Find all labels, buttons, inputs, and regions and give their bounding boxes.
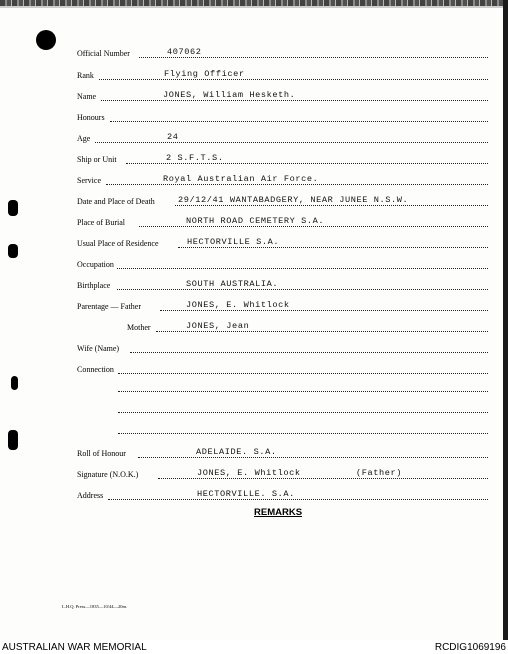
connection-line xyxy=(118,381,488,392)
burial-row xyxy=(0,215,508,231)
burial-label: Place of Burial xyxy=(77,218,125,227)
signature-label: Signature (N.O.K.) xyxy=(77,470,139,479)
death-label: Date and Place of Death xyxy=(77,197,155,206)
service-label: Service xyxy=(77,176,101,185)
dotted-line xyxy=(95,132,488,143)
scan-top-shadow xyxy=(0,6,508,8)
dotted-line xyxy=(117,258,488,269)
unit-row xyxy=(0,152,508,168)
footer-record-id: RCDIG1069196 xyxy=(434,642,506,653)
connection-line xyxy=(118,423,488,434)
rank-value: Flying Officer xyxy=(164,69,245,79)
address-value: HECTORVILLE. S.A. xyxy=(197,489,295,499)
roll-of-honour-label: Roll of Honour xyxy=(77,449,126,458)
residence-row xyxy=(0,236,508,252)
father-value: JONES, E. Whitlock xyxy=(186,300,290,310)
signature-relation: (Father) xyxy=(356,468,403,478)
print-line: L.H.Q. Press—1835—10/44—20m. xyxy=(62,604,128,609)
signature-value: JONES, E. Whitlock xyxy=(197,468,301,478)
honours-label: Honours xyxy=(77,113,105,122)
residence-value: HECTORVILLE S.A. xyxy=(187,237,280,247)
occupation-row xyxy=(0,257,508,273)
connection-row xyxy=(0,362,508,378)
death-value: 29/12/41 WANTABADGERY, NEAR JUNEE N.S.W. xyxy=(178,195,409,205)
signature-row xyxy=(0,467,508,483)
dotted-line xyxy=(130,342,488,353)
service-value: Royal Australian Air Force. xyxy=(163,174,319,184)
rank-row xyxy=(0,68,508,84)
mother-label: Mother xyxy=(127,323,151,332)
roll-of-honour-value: ADELAIDE. S.A. xyxy=(196,447,277,457)
mother-value: JONES, Jean xyxy=(186,321,250,331)
age-row xyxy=(0,131,508,147)
father-row xyxy=(0,299,508,315)
address-label: Address xyxy=(77,491,104,500)
wife-label: Wife (Name) xyxy=(77,344,120,353)
roll-of-honour-row xyxy=(0,446,508,462)
dotted-line xyxy=(99,69,488,80)
archive-footer xyxy=(0,640,508,654)
wife-row xyxy=(0,341,508,357)
unit-label: Ship or Unit xyxy=(77,155,117,164)
birthplace-row xyxy=(0,278,508,294)
official-number-label: Official Number xyxy=(77,49,130,58)
dotted-line xyxy=(110,111,488,122)
footer-source: AUSTRALIAN WAR MEMORIAL xyxy=(2,642,147,653)
service-row xyxy=(0,173,508,189)
honours-row xyxy=(0,110,508,126)
death-row xyxy=(0,194,508,210)
age-value: 24 xyxy=(167,132,179,142)
dotted-line xyxy=(118,363,488,374)
birthplace-label: Birthplace xyxy=(77,281,111,290)
mother-row xyxy=(0,320,508,336)
binding-mark xyxy=(11,376,18,390)
name-label: Name xyxy=(77,92,97,101)
official-number-value: 407062 xyxy=(167,47,202,57)
occupation-label: Occupation xyxy=(77,260,114,269)
age-label: Age xyxy=(77,134,91,143)
residence-label: Usual Place of Residence xyxy=(77,239,159,248)
address-row xyxy=(0,488,508,504)
dotted-line xyxy=(117,279,488,290)
father-label: Parentage — Father xyxy=(77,302,141,311)
unit-value: 2 S.F.T.S. xyxy=(166,153,224,163)
burial-value: NORTH ROAD CEMETERY S.A. xyxy=(186,216,325,226)
connection-line xyxy=(118,402,488,413)
birthplace-value: SOUTH AUSTRALIA. xyxy=(186,279,279,289)
dotted-line xyxy=(108,489,488,500)
connection-label: Connection xyxy=(77,365,114,374)
name-row xyxy=(0,89,508,105)
dotted-line xyxy=(138,447,488,458)
official-number-row xyxy=(0,46,508,62)
rank-label: Rank xyxy=(77,71,94,80)
remarks-heading: REMARKS xyxy=(254,507,303,518)
name-value: JONES, William Hesketh. xyxy=(163,90,296,100)
